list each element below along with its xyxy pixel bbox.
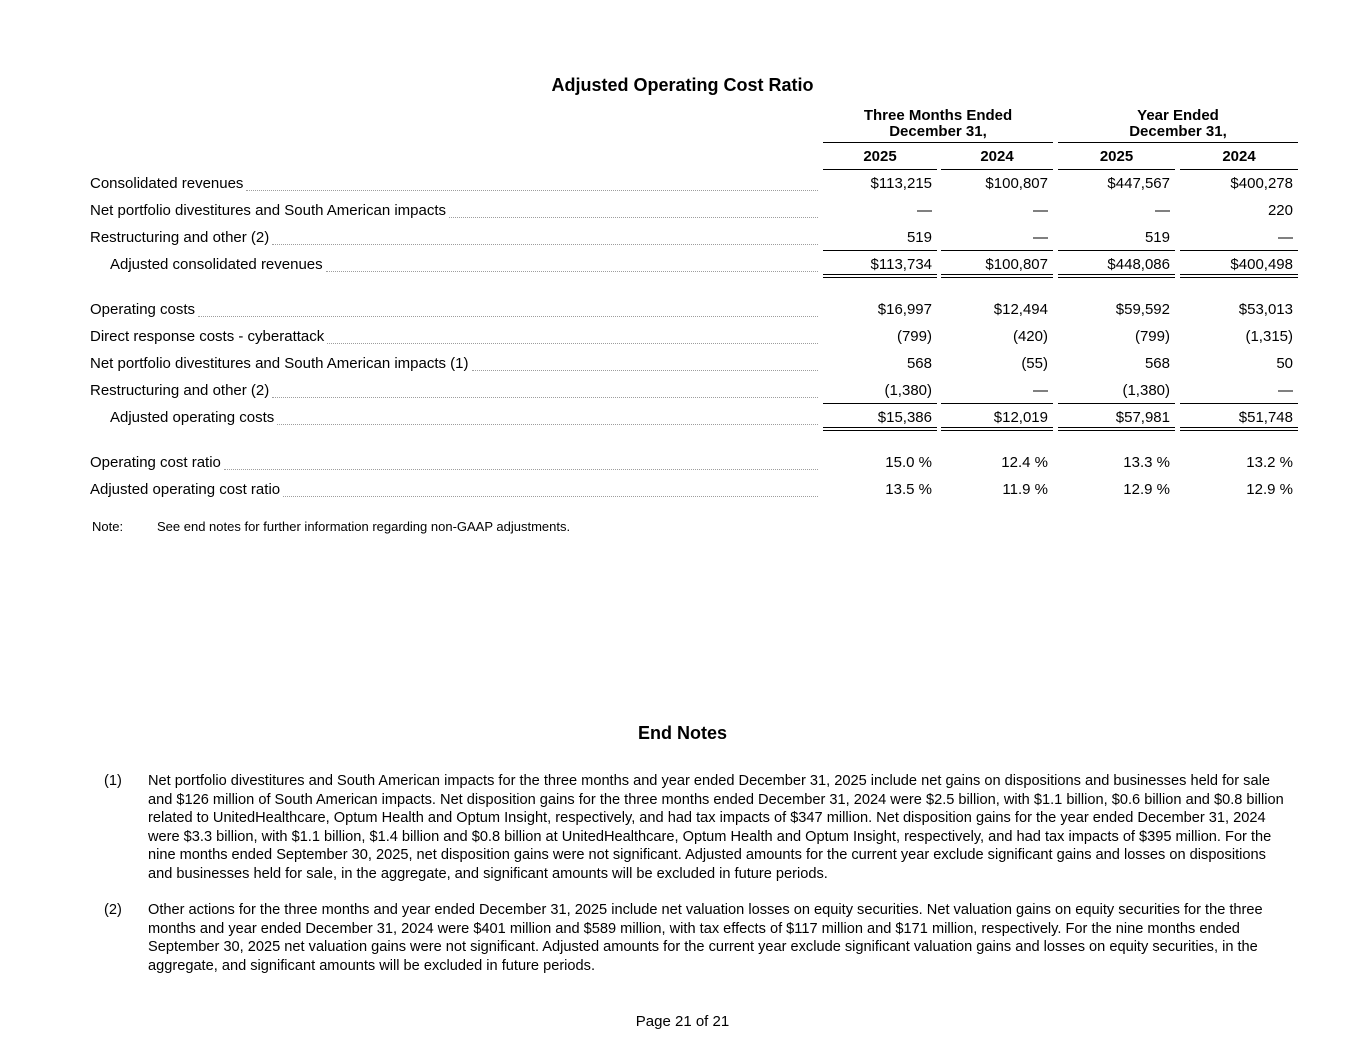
table-row (90, 377, 1298, 404)
value-cell: (1,380) (823, 377, 937, 404)
footnote-number: (1) (104, 773, 122, 789)
note-line (92, 519, 570, 534)
value-cell: — (941, 377, 1053, 404)
table-row (90, 296, 1298, 323)
value-cell: 220 (1267, 202, 1293, 219)
row-label: Net portfolio divestitures and South American impacts (90, 202, 447, 219)
table-row (90, 350, 1298, 377)
footnote-number: (2) (104, 902, 122, 918)
value-cell: — (917, 202, 932, 219)
row-label: Net portfolio divestitures and South American impacts (1) (90, 355, 469, 372)
row-label: Adjusted operating costs (110, 409, 275, 426)
value-cell: $12,494 (993, 301, 1048, 318)
group-header-line1: Year Ended (1137, 107, 1219, 124)
column-group-three-months-ended (823, 103, 1053, 143)
note-text: See end notes for further information regarding non-GAAP adjustments. (157, 519, 571, 534)
table-row (90, 449, 1298, 476)
value-cell: $57,981 (1058, 404, 1175, 431)
group-header-line2: December 31, (1129, 123, 1227, 140)
value-cell: (55) (1021, 355, 1048, 372)
year-header: 2024 (1180, 143, 1298, 170)
dotted-leader (449, 197, 818, 218)
value-cell: $59,592 (1115, 301, 1170, 318)
value-cell: — (1155, 202, 1170, 219)
value-cell: 13.5 % (885, 481, 932, 498)
value-cell: $100,807 (985, 175, 1048, 192)
value-cell: 568 (1144, 355, 1170, 372)
value-cell: — (1180, 377, 1298, 404)
end-notes-title: End Notes (637, 723, 727, 743)
section-spacer (90, 278, 1298, 296)
group-header-line1: Three Months Ended (863, 107, 1013, 124)
value-cell: $100,807 (941, 251, 1053, 278)
section-spacer (90, 431, 1298, 449)
dotted-leader (327, 323, 818, 344)
column-group-year-ended (1058, 103, 1298, 143)
table-row (90, 476, 1298, 503)
value-cell: $53,013 (1238, 301, 1293, 318)
value-cell: $15,386 (823, 404, 937, 431)
value-cell: $12,019 (941, 404, 1053, 431)
footnote-text: Other actions for the three months and year ended December 31, 2025 include net valuation losses on equity securities. Net valuation gains on equity securities for the three months and year ended December 31, 2024 were $401 million and $589 million, with tax effects of $117 million and $171 million, respectively. For the nine months ended September 30, 2025 net valuation gains were not significant. Adjusted amounts for the current year exclude significant valuation gains and losses on equity securities, in the aggregate, and significant amounts will be excluded in future periods. (148, 902, 1263, 974)
dotted-leader (272, 377, 818, 398)
row-label: Operating costs (90, 301, 196, 318)
row-label: Direct response costs - cyberattack (90, 328, 325, 345)
value-cell: 13.3 % (1123, 454, 1170, 471)
value-cell: (1,315) (1245, 328, 1293, 345)
value-cell: 12.4 % (1001, 454, 1048, 471)
table-subtotal-row (90, 251, 1298, 278)
year-header: 2025 (823, 143, 937, 170)
dotted-leader (472, 350, 818, 371)
group-header-line2: December 31, (889, 123, 987, 140)
value-cell: $113,734 (823, 251, 937, 278)
row-label: Restructuring and other (2) (90, 229, 270, 246)
value-cell: 11.9 % (1002, 481, 1048, 498)
page-number: Page 21 of 21 (635, 1013, 730, 1030)
value-cell: $51,748 (1180, 404, 1298, 431)
value-cell: 519 (823, 224, 937, 251)
value-cell: — (941, 224, 1053, 251)
row-label: Consolidated revenues (90, 175, 244, 192)
value-cell: 50 (1276, 355, 1293, 372)
adjusted-operating-cost-ratio-table (90, 103, 1298, 503)
value-cell: 568 (906, 355, 932, 372)
header-label-spacer (90, 103, 820, 143)
value-cell: (420) (1012, 328, 1048, 345)
value-cell: (1,380) (1058, 377, 1175, 404)
end-note-2 (104, 901, 1293, 975)
row-label: Adjusted operating cost ratio (90, 481, 281, 498)
table-group-header-row (90, 103, 1298, 143)
table-subtotal-row (90, 404, 1298, 431)
value-cell: $16,997 (877, 301, 932, 318)
end-note-1 (104, 772, 1293, 884)
table-year-header-row (90, 143, 1298, 170)
value-cell: 12.9 % (1246, 481, 1293, 498)
row-label: Adjusted consolidated revenues (110, 256, 323, 273)
value-cell: (799) (1134, 328, 1170, 345)
dotted-leader (326, 251, 818, 272)
value-cell: $113,215 (870, 175, 932, 192)
value-cell: 15.0 % (885, 454, 932, 471)
footnote-text: Net portfolio divestitures and South American impacts for the three months and year ended December 31, 2025 include net gains on dispositions and businesses held for sale and $126 million of South American impacts. Net disposition gains for the three months ended December 31, 2024 were $2.5 billion, with $1.1 billion, $0.6 billion and $0.8 billion related to UnitedHealthcare, Optum Health and Optum Insight, respectively, and had tax impacts of $347 million. Net disposition gains for the year ended December 31, 2024 were $3.3 billion, with $1.1 billion, $1.4 billion and $0.8 billion at UnitedHealthcare, Optum Health and Optum Insight, respectively, and had tax impacts of $395 million. For the nine months ended September 30, 2025, net disposition gains were not significant. Adjusted amounts for the current year exclude significant gains and losses on dispositions and businesses held for sale, in the aggregate, and significant amounts will be excluded in future periods. (148, 773, 1284, 882)
year-header: 2024 (941, 143, 1053, 170)
dotted-leader (224, 449, 818, 470)
row-label: Operating cost ratio (90, 454, 221, 471)
table-row (90, 224, 1298, 251)
dotted-leader (283, 476, 818, 497)
value-cell: 13.2 % (1246, 454, 1293, 471)
year-header: 2025 (1058, 143, 1175, 170)
table-row (90, 170, 1298, 197)
dotted-leader (246, 170, 818, 191)
value-cell: $400,498 (1180, 251, 1298, 278)
dotted-leader (272, 224, 818, 245)
value-cell: 12.9 % (1123, 481, 1170, 498)
row-label: Restructuring and other (2) (90, 382, 270, 399)
value-cell: — (1180, 224, 1298, 251)
table-row (90, 197, 1298, 224)
value-cell: $447,567 (1107, 175, 1170, 192)
table-row (90, 323, 1298, 350)
dotted-leader (198, 296, 818, 317)
dotted-leader (277, 404, 818, 425)
value-cell: — (1033, 202, 1048, 219)
page-title: Adjusted Operating Cost Ratio (551, 75, 814, 95)
value-cell: (799) (896, 328, 932, 345)
value-cell: 519 (1058, 224, 1175, 251)
value-cell: $448,086 (1058, 251, 1175, 278)
value-cell: $400,278 (1230, 175, 1293, 192)
note-label: Note: (92, 519, 124, 534)
header-label-spacer (90, 143, 820, 170)
